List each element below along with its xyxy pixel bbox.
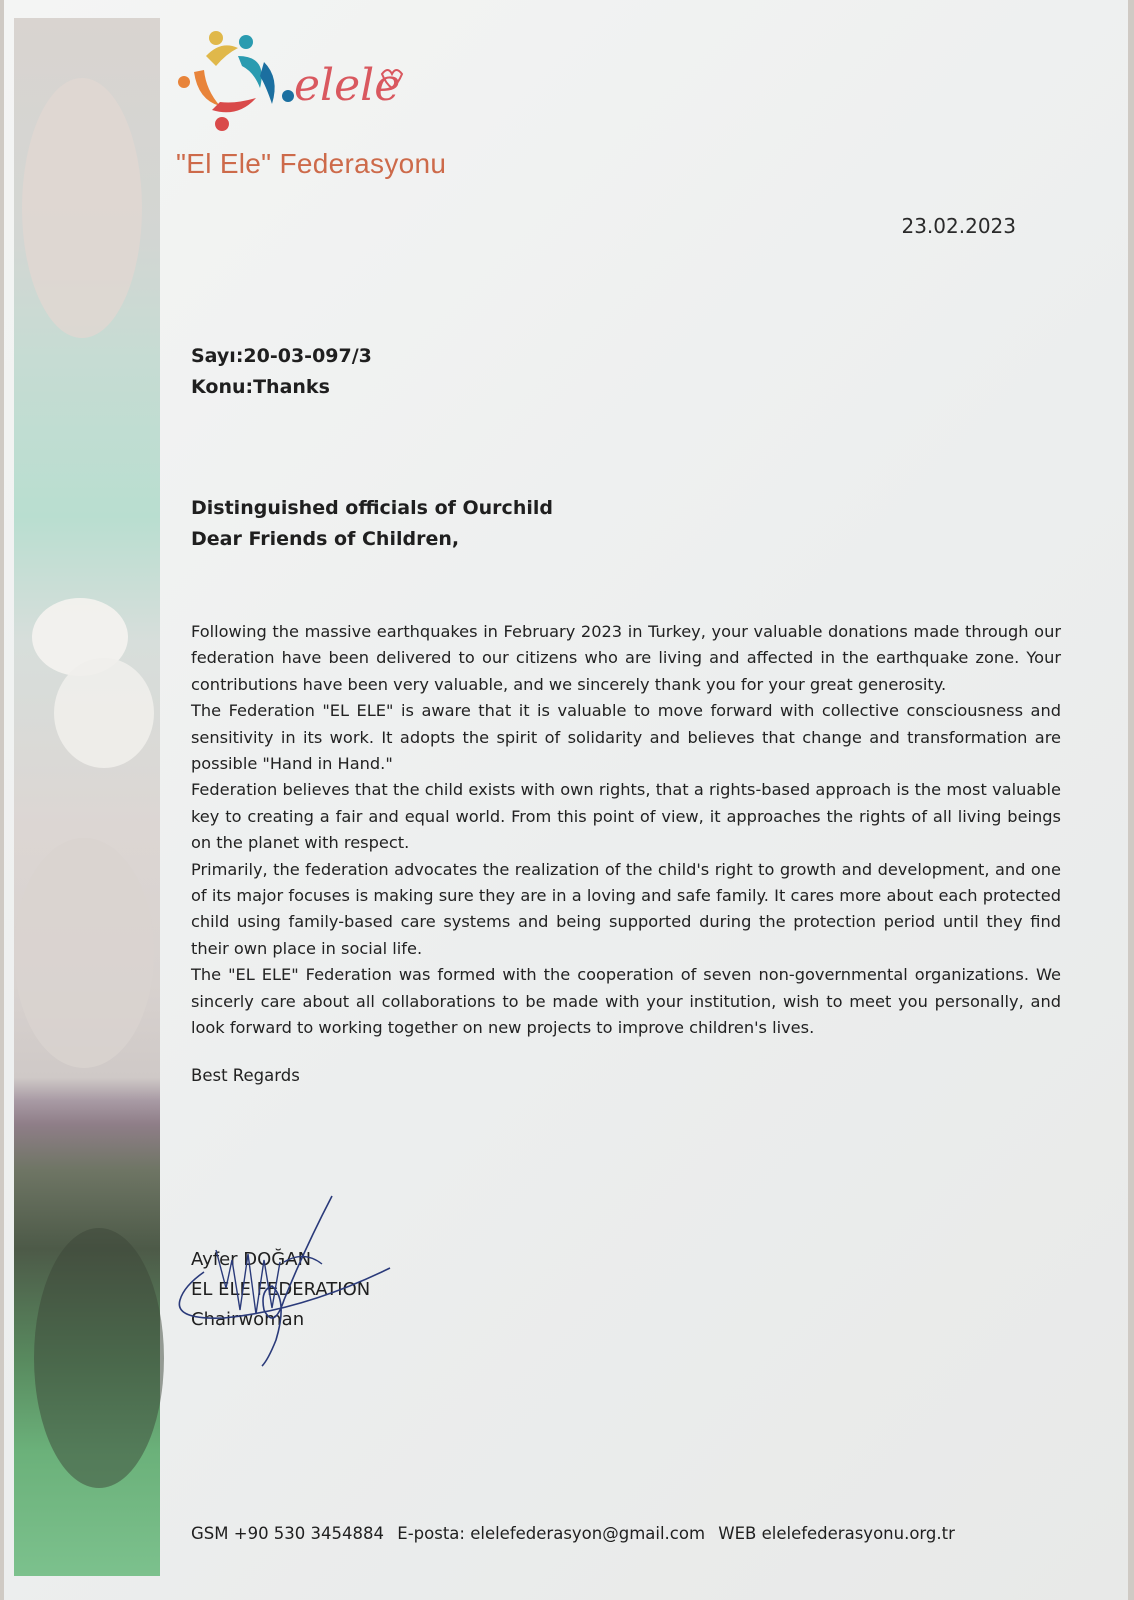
- body-paragraph: Federation believes that the child exists with own rights, that a rights-based approach is the most valuable key to creating a fair and equal world. From this point of view, it approaches the rights of all living beings on the planet with respect.: [191, 780, 1061, 853]
- body-paragraph: The Federation "EL ELE" is aware that it is valuable to move forward with collective consciousness and sensitivity in its work. It adopts the spirit of solidarity and believes that change and transformation are possible "Hand in Hand.": [191, 701, 1061, 774]
- strip-shape: [54, 658, 154, 768]
- reference-block: [191, 341, 372, 403]
- footer-website: WEB elelefederasyonu.org.tr: [718, 1524, 955, 1543]
- elele-logo: [176, 26, 406, 141]
- body-paragraph: Following the massive earthquakes in February 2023 in Turkey, your valuable donations made through our federation have been delivered to our citizens who are living and affected in the earthquake zone. Your contributions have been very valuable, and we sincerely thank you for your great generosity.: [191, 622, 1061, 694]
- signatory-title: Chairwoman: [191, 1309, 305, 1330]
- reference-number: Sayı:20-03-097/3: [191, 345, 372, 367]
- strip-shape: [22, 78, 142, 338]
- brand-name: "El Ele" Federasyonu: [176, 148, 447, 179]
- footer-phone: GSM +90 530 3454884: [191, 1524, 385, 1543]
- handwritten-signature: [164, 1190, 404, 1370]
- reference-subject: Konu:Thanks: [191, 376, 330, 398]
- letter-page: [4, 0, 1128, 1600]
- logo-wordmark: elele: [294, 60, 401, 111]
- body-paragraph: Primarily, the federation advocates the realization of the child's right to growth and development, and one of its major focuses is making sure they are in a loving and safe family. It cares more about each protected child using family-based care systems and being supported during the protection period until they find their own place in social life.: [191, 859, 1061, 958]
- strip-shape: [14, 838, 154, 1068]
- body-paragraph: The "EL ELE" Federation was formed with the cooperation of seven non-governmental organizations. We sincerly care about all collaborations to be made with your institution, wish to meet you personally, and look forward to working together on new projects to improve children's lives.: [191, 965, 1061, 1038]
- salutation-line: Distinguished officials of Ourchild: [191, 497, 553, 519]
- signatory-organization: EL ELE FEDERATION: [191, 1279, 371, 1300]
- closing: Best Regards: [191, 1066, 300, 1085]
- strip-shape: [34, 1228, 164, 1488]
- footer-email: E-posta: elelefederasyon@gmail.com: [397, 1524, 706, 1543]
- contact-footer: [191, 1524, 963, 1543]
- decorative-photo-strip: [14, 18, 160, 1576]
- signatory-name: Ayfer DOĞAN: [191, 1249, 312, 1270]
- letter-body: [191, 619, 1061, 1042]
- letter-date: 23.02.2023: [901, 214, 1016, 238]
- salutation-line: Dear Friends of Children,: [191, 528, 460, 550]
- salutation: [191, 493, 553, 555]
